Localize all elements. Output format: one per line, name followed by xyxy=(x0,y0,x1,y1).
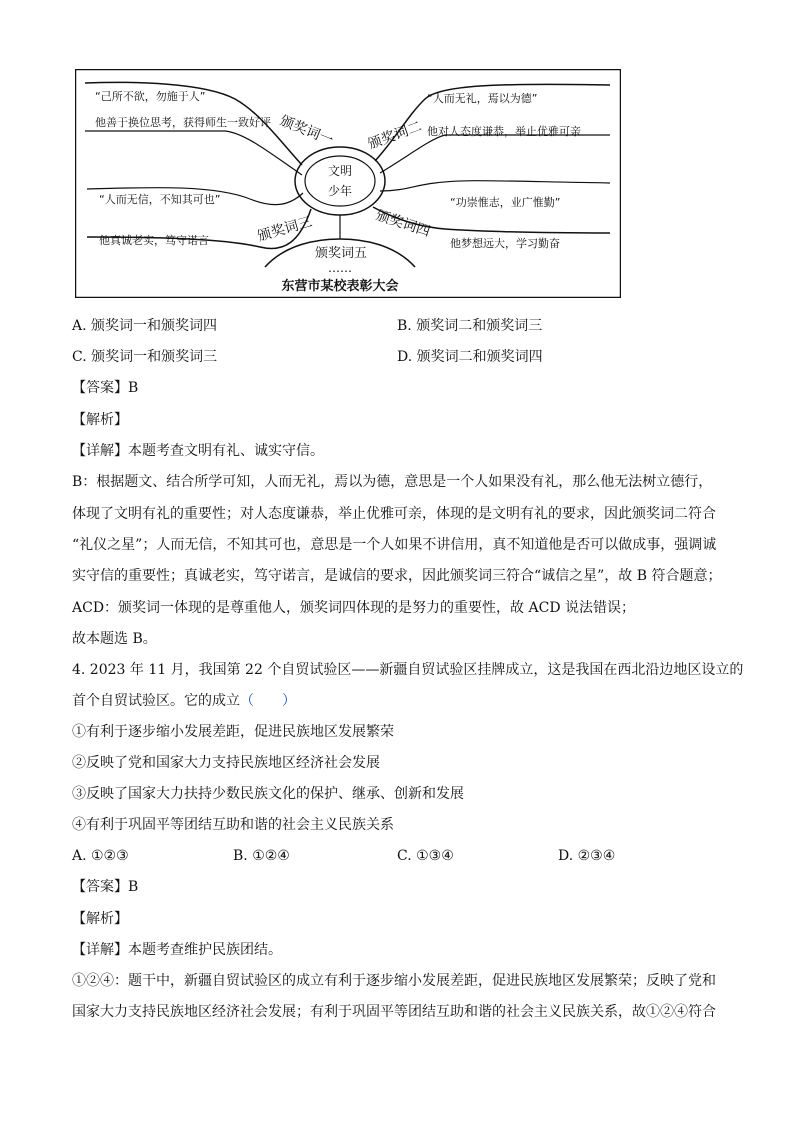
center-text-1: 文明 xyxy=(327,164,353,178)
answer-value: B xyxy=(128,879,139,895)
branch-2-lower xyxy=(380,135,610,173)
center-outer-ring xyxy=(295,147,385,215)
q3-analysis-line-6: 故本题选 B。 xyxy=(72,631,157,647)
q4-statement-2: ②反映了党和国家大力支持民族地区经济社会发展 xyxy=(72,755,380,771)
award1-desc: 他善于换位思考，获得师生一致好评 xyxy=(95,116,271,129)
detail-tag: 【详解】 xyxy=(72,942,128,958)
q4-analysis-line-2: 国家大力支持民族地区经济社会发展；有利于巩固平等团结互助和谐的社会主义民族关系，故①②④符合 xyxy=(72,1004,716,1020)
ellipsis-text: …… xyxy=(328,261,352,275)
mind-map-svg xyxy=(75,69,621,298)
q3-option-c: C. 颁奖词一和颁奖词三 xyxy=(72,349,218,365)
q3-analysis-line-4: 实守信的重要性；真诚老实，笃守诺言，是诚信的要求，因此颁奖词三符合“诚信之星”，故 B 符合题意； xyxy=(72,568,722,584)
answer-bracket: （ ） xyxy=(240,693,296,709)
detail-tag: 【详解】 xyxy=(72,443,128,459)
q4-answer xyxy=(72,877,138,897)
award2-quote: “人而无礼，焉以为德” xyxy=(427,92,538,105)
award1-quote: “己所不欲，勿施于人” xyxy=(95,90,206,103)
q4-statement-4: ④有利于巩固平等团结互助和谐的社会主义民族关系 xyxy=(72,817,394,833)
award3-desc: 他真诚老实，笃守诺言 xyxy=(99,234,209,247)
q4-option-d: D. ②③④ xyxy=(558,848,616,864)
figure-caption: 东营市某校表彰大会 xyxy=(281,279,399,294)
q3-answer xyxy=(72,378,138,398)
branch-1-lower xyxy=(85,131,302,175)
award2-label: 颁奖词二 xyxy=(365,118,424,153)
award4-quote: “功崇惟志，业广惟勤” xyxy=(450,196,561,209)
q4-statement-1: ①有利于逐步缩小发展差距，促进民族地区发展繁荣 xyxy=(72,724,394,740)
award5-label: 颁奖词五 xyxy=(315,246,368,261)
q3-analysis-line-1: B：根据题文、结合所学可知，人而无礼，焉以为德，意思是一个人如果没有礼，那么他无法树立德行， xyxy=(72,474,713,490)
q4-option-c: C. ①③④ xyxy=(397,848,454,864)
answer-tag: 【答案】 xyxy=(72,380,128,396)
q4-detail xyxy=(72,940,282,960)
q4-analysis-line-1: ①②④：题干中，新疆自贸试验区的成立有利于逐步缩小发展差距，促进民族地区发展繁荣；反映了党和 xyxy=(72,973,716,989)
mind-map-figure xyxy=(75,69,621,298)
award4-desc: 他梦想远大，学习勤奋 xyxy=(450,237,560,250)
q3-analysis-line-2: 体现了文明有礼的重要性；对人态度谦恭，举止优雅可亲，体现的是文明有礼的要求，因此颁奖词二符合 xyxy=(72,506,716,522)
answer-tag: 【答案】 xyxy=(72,879,128,895)
q3-analysis-line-5: ACD：颁奖词一体现的是尊重他人，颁奖词四体现的是努力的重要性，故 ACD 说法错误； xyxy=(72,600,635,616)
award3-label: 颁奖词三 xyxy=(255,214,314,245)
detail-text: 本题考查文明有礼、诚实守信。 xyxy=(128,443,324,459)
award3-quote: “人而无信，不知其可也” xyxy=(99,193,221,206)
q4-stem-text: 首个自贸试验区。它的成立 xyxy=(72,693,240,709)
q4-stem-line-1: 4. 2023 年 11 月，我国第 22 个自贸试验区——新疆自贸试验区挂牌成立，这是我国在西北沿边地区设立的 xyxy=(72,662,744,678)
q3-analysis-line-3: “礼仪之星”；人而无信，不知其可也，意思是一个人如果不讲信用，真不知道他是否可以做成事，强调诚 xyxy=(72,537,717,553)
award2-desc: 他对人态度谦恭，举止优雅可亲 xyxy=(427,125,581,138)
branch-4-upper xyxy=(380,181,610,191)
q4-option-b: B. ①②④ xyxy=(233,848,290,864)
q3-detail xyxy=(72,441,324,461)
q4-analysis-tag: 【解析】 xyxy=(72,911,128,927)
q3-option-b: B. 颁奖词二和颁奖词三 xyxy=(397,318,543,334)
answer-value: B xyxy=(128,380,139,396)
q4-option-a: A. ①②③ xyxy=(72,848,129,864)
detail-text: 本题考查维护民族团结。 xyxy=(128,942,282,958)
q4-stem-line-2 xyxy=(72,691,296,711)
award4-label: 颁奖词四 xyxy=(373,207,432,241)
q4-statement-3: ③反映了国家大力扶持少数民族文化的保护、继承、创新和发展 xyxy=(72,786,464,802)
q3-analysis-tag: 【解析】 xyxy=(72,412,128,428)
center-text-2: 少年 xyxy=(327,184,353,198)
q3-option-a: A. 颁奖词一和颁奖词四 xyxy=(72,318,218,334)
q3-option-d: D. 颁奖词二和颁奖词四 xyxy=(397,349,543,365)
award1-label: 颁奖词一 xyxy=(277,112,336,149)
